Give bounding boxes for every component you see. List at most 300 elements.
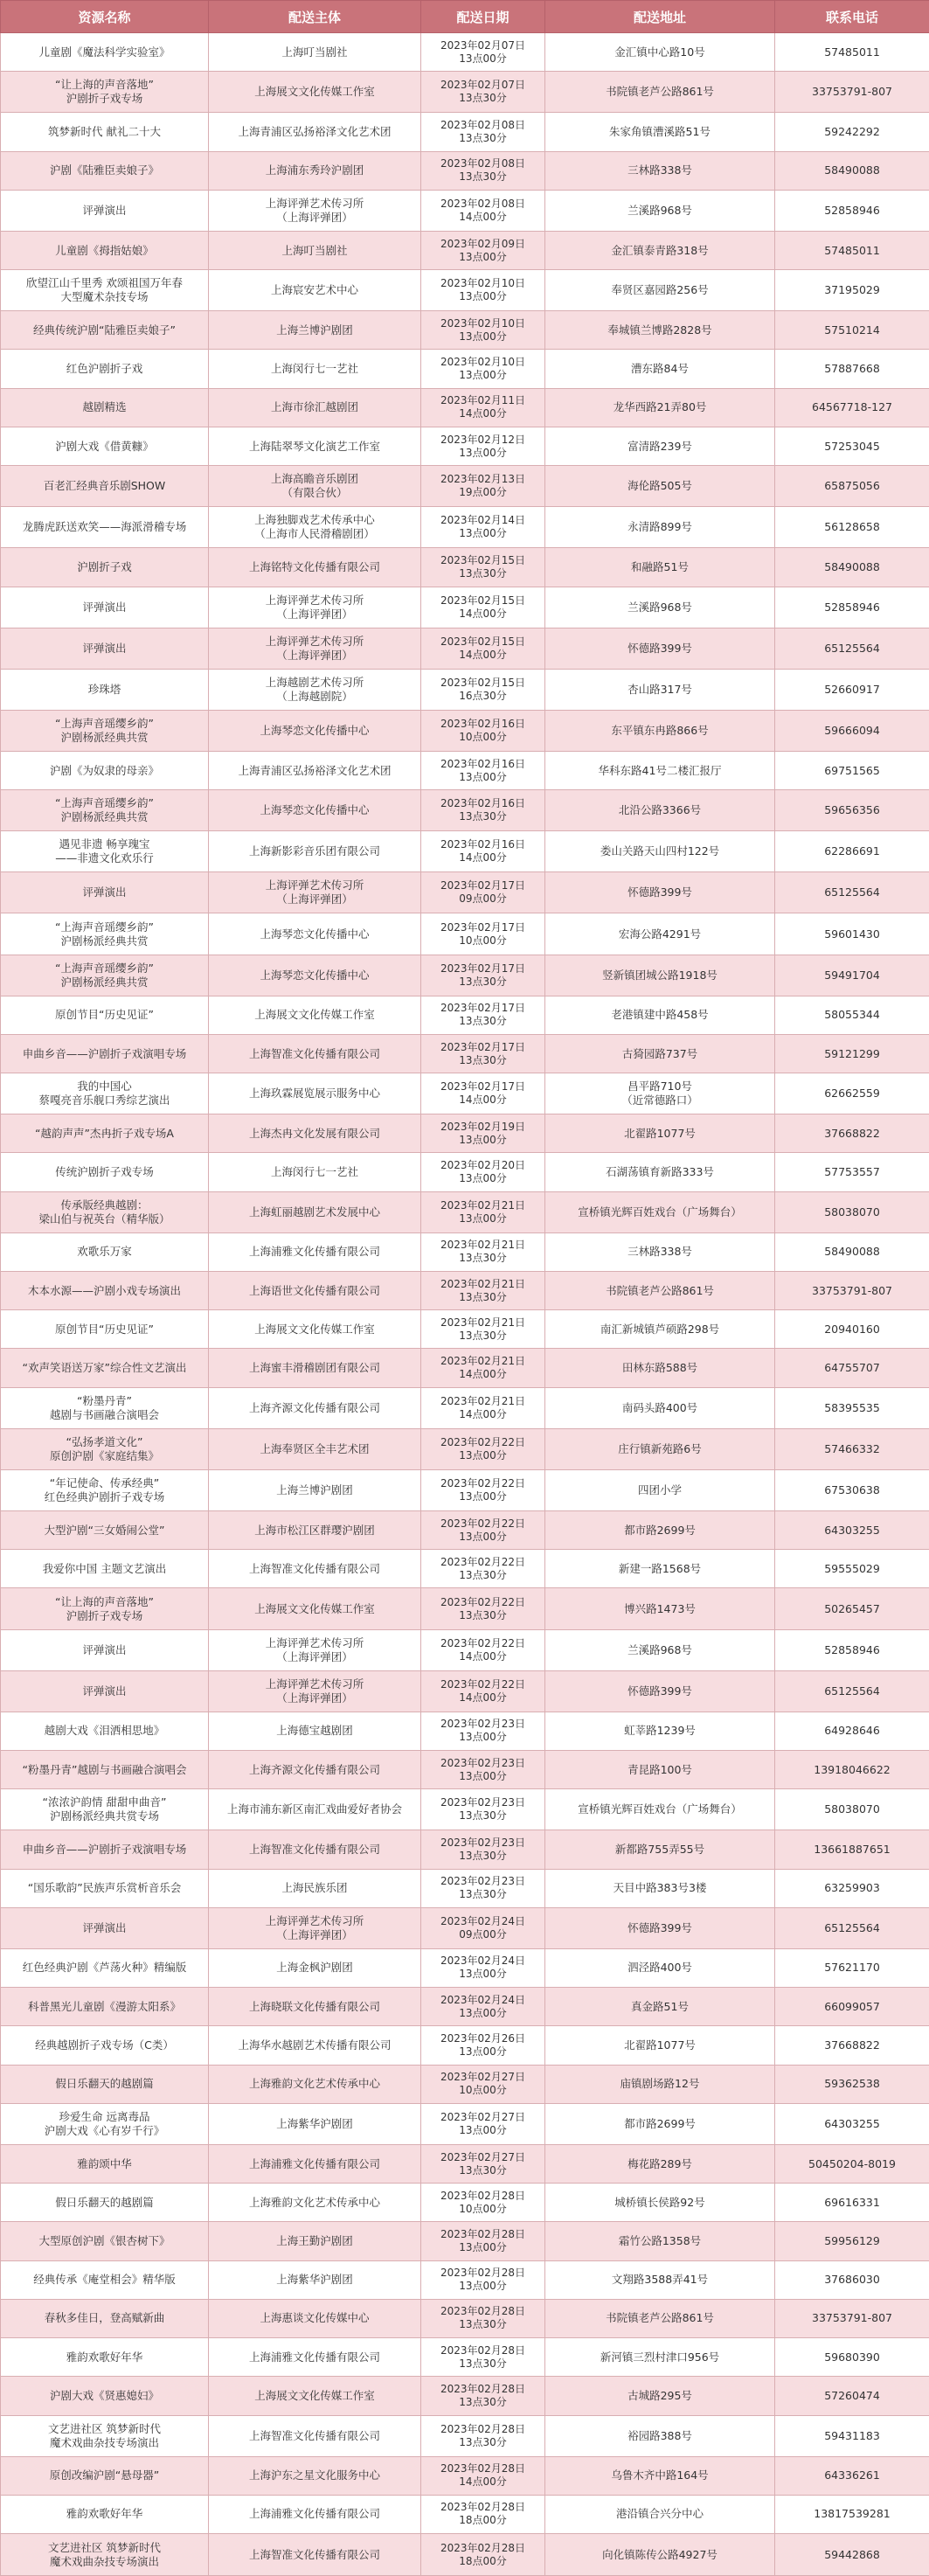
cell-phone: 37668822 <box>775 2026 929 2065</box>
cell-phone: 58490088 <box>775 548 929 587</box>
cell-address: 真金路51号 <box>545 1988 775 2026</box>
cell-address: 奉贤区嘉园路256号 <box>545 270 775 311</box>
table-row <box>1 427 929 465</box>
cell-resource-name: 经典传承《庵堂相会》精华版 <box>1 2260 209 2299</box>
cell-phone: 66099057 <box>775 1988 929 2026</box>
cell-provider: 上海杰冉文化发展有限公司 <box>209 1114 421 1153</box>
cell-provider: 上海智准文化传播有限公司 <box>209 2415 421 2456</box>
cell-phone: 33753791-807 <box>775 1272 929 1310</box>
cell-date: 2023年02月15日 14点00分 <box>421 628 545 669</box>
cell-resource-name: 评弹演出 <box>1 628 209 669</box>
cell-provider: 上海琴恋文化传播中心 <box>209 913 421 955</box>
table-row <box>1 151 929 190</box>
cell-phone: 57466332 <box>775 1428 929 1469</box>
cell-address: 金汇镇中心路10号 <box>545 33 775 72</box>
cell-address: 向化镇陈传公路4927号 <box>545 2534 775 2576</box>
cell-phone: 59362538 <box>775 2065 929 2103</box>
cell-resource-name: “让上海的声音落地” 沪剧折子戏专场 <box>1 1588 209 1629</box>
table-row <box>1 1310 929 1349</box>
table-row <box>1 872 929 913</box>
cell-resource-name: 评弹演出 <box>1 190 209 231</box>
table-row <box>1 1469 929 1510</box>
cell-phone: 58055344 <box>775 996 929 1034</box>
cell-address: 裕园路388号 <box>545 2415 775 2456</box>
cell-provider: 上海浦雅文化传播有限公司 <box>209 2338 421 2377</box>
cell-address: 老港镇建中路458号 <box>545 996 775 1034</box>
cell-phone: 13817539281 <box>775 2495 929 2533</box>
cell-resource-name: 雅韵颂中华 <box>1 2144 209 2183</box>
cell-address: 北翟路1077号 <box>545 1114 775 1153</box>
cell-phone: 62662559 <box>775 1073 929 1114</box>
cell-date: 2023年02月23日 13点00分 <box>421 1750 545 1788</box>
cell-provider: 上海德宝越剧团 <box>209 1712 421 1750</box>
cell-date: 2023年02月10日 13点00分 <box>421 311 545 350</box>
table-row <box>1 1387 929 1428</box>
table-row <box>1 1272 929 1310</box>
cell-address: 金汇镇泰青路318号 <box>545 231 775 269</box>
cell-phone: 57485011 <box>775 33 929 72</box>
cell-provider: 上海语世文化传播有限公司 <box>209 1272 421 1310</box>
cell-resource-name: 经典传统沪剧“陆雅臣卖娘子” <box>1 311 209 350</box>
cell-provider: 上海叮当剧社 <box>209 231 421 269</box>
table-row <box>1 190 929 231</box>
table-row <box>1 913 929 955</box>
header-address: 配送地址 <box>545 1 775 33</box>
cell-provider: 上海评弹艺术传习所 （上海评弹团） <box>209 1629 421 1670</box>
cell-provider: 上海兰博沪剧团 <box>209 1469 421 1510</box>
cell-resource-name: 越剧大戏《泪洒相思地》 <box>1 1712 209 1750</box>
table-row <box>1 1830 929 1869</box>
cell-phone: 58038070 <box>775 1789 929 1830</box>
cell-resource-name: 原创改编沪剧“悬母器” <box>1 2456 209 2495</box>
cell-provider: 上海独脚戏艺术传承中心 （上海市人民滑稽剧团） <box>209 507 421 548</box>
cell-resource-name: 沪剧折子戏 <box>1 548 209 587</box>
cell-address: 漕东路84号 <box>545 350 775 388</box>
cell-date: 2023年02月07日 13点00分 <box>421 33 545 72</box>
cell-address: 娄山关路天山四村122号 <box>545 831 775 872</box>
cell-provider: 上海紫华沪剧团 <box>209 2260 421 2299</box>
table-row <box>1 270 929 311</box>
table-row <box>1 72 929 113</box>
table-row <box>1 1907 929 1948</box>
cell-phone: 57260474 <box>775 2377 929 2415</box>
table-body <box>1 33 929 2576</box>
cell-provider: 上海市松江区群璎沪剧团 <box>209 1511 421 1550</box>
cell-provider: 上海琴恋文化传播中心 <box>209 710 421 751</box>
cell-date: 2023年02月27日 10点00分 <box>421 2065 545 2103</box>
cell-provider: 上海铭特文化传播有限公司 <box>209 548 421 587</box>
table-row <box>1 388 929 427</box>
cell-phone: 13918046622 <box>775 1750 929 1788</box>
cell-date: 2023年02月27日 13点30分 <box>421 2144 545 2183</box>
cell-resource-name: “上海声音瑶缨乡韵” 沪剧杨派经典共赏 <box>1 790 209 831</box>
cell-provider: 上海叮当剧社 <box>209 33 421 72</box>
cell-date: 2023年02月22日 13点30分 <box>421 1550 545 1588</box>
table-row <box>1 1948 929 1987</box>
cell-phone: 59121299 <box>775 1034 929 1073</box>
cell-provider: 上海智准文化传播有限公司 <box>209 1034 421 1073</box>
cell-address: 庙镇剧场路12号 <box>545 2065 775 2103</box>
table-row <box>1 1114 929 1153</box>
cell-resource-name: “弘扬孝道文化” 原创沪剧《家庭结集》 <box>1 1428 209 1469</box>
cell-phone: 37668822 <box>775 1114 929 1153</box>
cell-provider: 上海雅韵文化艺术传承中心 <box>209 2184 421 2222</box>
cell-phone: 64303255 <box>775 1511 929 1550</box>
cell-resource-name: 评弹演出 <box>1 587 209 628</box>
cell-provider: 上海智准文化传播有限公司 <box>209 2534 421 2576</box>
table-row <box>1 113 929 151</box>
cell-date: 2023年02月24日 13点00分 <box>421 1988 545 2026</box>
cell-resource-name: 雅韵欢歌好年华 <box>1 2338 209 2377</box>
cell-address: 海伦路505号 <box>545 466 775 507</box>
cell-resource-name: 我的中国心 蔡嘎亮音乐舰口秀综艺演出 <box>1 1073 209 1114</box>
cell-phone: 65125564 <box>775 1907 929 1948</box>
table-row <box>1 231 929 269</box>
cell-date: 2023年02月11日 14点00分 <box>421 388 545 427</box>
cell-address: 新河镇三烈村津口956号 <box>545 2338 775 2377</box>
header-provider: 配送主体 <box>209 1 421 33</box>
cell-phone: 59666094 <box>775 710 929 751</box>
cell-phone: 57253045 <box>775 427 929 465</box>
cell-date: 2023年02月21日 14点00分 <box>421 1349 545 1387</box>
table-row <box>1 996 929 1034</box>
cell-phone: 59491704 <box>775 955 929 996</box>
cell-resource-name: 原创节目“历史见证” <box>1 1310 209 1349</box>
table-row <box>1 1789 929 1830</box>
cell-address: 三林路338号 <box>545 1232 775 1271</box>
cell-date: 2023年02月28日 14点00分 <box>421 2456 545 2495</box>
cell-address: 朱家角镇漕溪路51号 <box>545 113 775 151</box>
table-row <box>1 2456 929 2495</box>
cell-date: 2023年02月27日 13点00分 <box>421 2103 545 2144</box>
cell-address: 文翔路3588弄41号 <box>545 2260 775 2299</box>
cell-resource-name: 木本水源——沪剧小戏专场演出 <box>1 1272 209 1310</box>
cell-phone: 59956129 <box>775 2222 929 2260</box>
cell-provider: 上海浦雅文化传播有限公司 <box>209 1232 421 1271</box>
cell-resource-name: 假日乐翻天的越剧篇 <box>1 2184 209 2222</box>
cell-date: 2023年02月16日 13点30分 <box>421 790 545 831</box>
table-row <box>1 1629 929 1670</box>
cell-phone: 52858946 <box>775 587 929 628</box>
table-row <box>1 751 929 789</box>
header-row <box>1 1 929 33</box>
cell-address: 龙华西路21弄80号 <box>545 388 775 427</box>
table-row <box>1 2299 929 2337</box>
cell-resource-name: 我爱你中国 主题文艺演出 <box>1 1550 209 1588</box>
cell-phone: 63259903 <box>775 1869 929 1907</box>
table-row <box>1 2338 929 2377</box>
cell-provider: 上海雅韵文化艺术传承中心 <box>209 2065 421 2103</box>
cell-provider: 上海沪东之星文化服务中心 <box>209 2456 421 2495</box>
table-row <box>1 669 929 710</box>
table-row <box>1 955 929 996</box>
cell-provider: 上海评弹艺术传习所 （上海评弹团） <box>209 628 421 669</box>
cell-address: 昌平路710号 （近常德路口） <box>545 1073 775 1114</box>
cell-date: 2023年02月28日 18点00分 <box>421 2534 545 2576</box>
cell-address: 乌鲁木齐中路164号 <box>545 2456 775 2495</box>
cell-date: 2023年02月07日 13点30分 <box>421 72 545 113</box>
cell-address: 怀德路399号 <box>545 628 775 669</box>
cell-date: 2023年02月10日 13点00分 <box>421 350 545 388</box>
cell-resource-name: 百老汇经典音乐剧SHOW <box>1 466 209 507</box>
cell-date: 2023年02月21日 13点30分 <box>421 1310 545 1349</box>
cell-address: 博兴路1473号 <box>545 1588 775 1629</box>
cell-address: 宏海公路4291号 <box>545 913 775 955</box>
cell-provider: 上海齐源文化传播有限公司 <box>209 1387 421 1428</box>
cell-resource-name: 沪剧《陆雅臣卖娘子》 <box>1 151 209 190</box>
table-row <box>1 1034 929 1073</box>
cell-resource-name: 珍珠塔 <box>1 669 209 710</box>
cell-address: 书院镇老芦公路861号 <box>545 1272 775 1310</box>
cell-address: 青昆路100号 <box>545 1750 775 1788</box>
cell-resource-name: 传承版经典越剧： 梁山伯与祝英台（精华版） <box>1 1191 209 1232</box>
cell-resource-name: 原创节目“历史见证” <box>1 996 209 1034</box>
table-row <box>1 1588 929 1629</box>
cell-resource-name: 评弹演出 <box>1 1907 209 1948</box>
cell-date: 2023年02月22日 14点00分 <box>421 1670 545 1712</box>
cell-resource-name: 沪剧大戏《贤惠媳妇》 <box>1 2377 209 2415</box>
table-row <box>1 507 929 548</box>
cell-phone: 59442868 <box>775 2534 929 2576</box>
cell-phone: 59680390 <box>775 2338 929 2377</box>
cell-provider: 上海闵行七一艺社 <box>209 1153 421 1191</box>
cell-date: 2023年02月22日 14点00分 <box>421 1629 545 1670</box>
cell-date: 2023年02月28日 13点00分 <box>421 2260 545 2299</box>
cell-provider: 上海琴恋文化传播中心 <box>209 790 421 831</box>
table-row <box>1 831 929 872</box>
cell-provider: 上海智准文化传播有限公司 <box>209 1550 421 1588</box>
cell-date: 2023年02月17日 13点30分 <box>421 955 545 996</box>
cell-date: 2023年02月21日 13点30分 <box>421 1232 545 1271</box>
cell-provider: 上海浦雅文化传播有限公司 <box>209 2495 421 2533</box>
cell-phone: 58395535 <box>775 1387 929 1428</box>
cell-phone: 58490088 <box>775 151 929 190</box>
cell-phone: 13661887651 <box>775 1830 929 1869</box>
table-row <box>1 1712 929 1750</box>
cell-date: 2023年02月15日 16点30分 <box>421 669 545 710</box>
table-row <box>1 1073 929 1114</box>
cell-address: 宣桥镇光辉百姓戏台（广场舞台） <box>545 1191 775 1232</box>
cell-phone: 33753791-807 <box>775 72 929 113</box>
table-row <box>1 2415 929 2456</box>
cell-resource-name: “年记使命、传承经典” 红色经典沪剧折子戏专场 <box>1 1469 209 1510</box>
table-row <box>1 33 929 72</box>
cell-provider: 上海虹丽越剧艺术发展中心 <box>209 1191 421 1232</box>
table-row <box>1 1670 929 1712</box>
cell-phone: 59656356 <box>775 790 929 831</box>
cell-resource-name: 大型沪剧“三女婚闹公堂” <box>1 1511 209 1550</box>
cell-date: 2023年02月22日 13点00分 <box>421 1428 545 1469</box>
table-row <box>1 628 929 669</box>
cell-phone: 64755707 <box>775 1349 929 1387</box>
table-row <box>1 1153 929 1191</box>
cell-date: 2023年02月08日 14点00分 <box>421 190 545 231</box>
cell-address: 杏山路317号 <box>545 669 775 710</box>
cell-provider: 上海琴恋文化传播中心 <box>209 955 421 996</box>
cell-address: 华科东路41号二楼汇报厅 <box>545 751 775 789</box>
cell-address: 怀德路399号 <box>545 872 775 913</box>
cell-address: 霜竹公路1358号 <box>545 2222 775 2260</box>
cell-date: 2023年02月15日 14点00分 <box>421 587 545 628</box>
table-row <box>1 1550 929 1588</box>
cell-resource-name: 儿童剧《魔法科学实验室》 <box>1 33 209 72</box>
cell-date: 2023年02月20日 13点00分 <box>421 1153 545 1191</box>
cell-provider: 上海兰博沪剧团 <box>209 311 421 350</box>
cell-resource-name: “上海声音瑶缨乡韵” 沪剧杨派经典共赏 <box>1 710 209 751</box>
cell-provider: 上海民族乐团 <box>209 1869 421 1907</box>
cell-provider: 上海展文文化传媒工作室 <box>209 1588 421 1629</box>
cell-phone: 59601430 <box>775 913 929 955</box>
cell-date: 2023年02月09日 13点00分 <box>421 231 545 269</box>
cell-address: 北翟路1077号 <box>545 2026 775 2065</box>
cell-phone: 69751565 <box>775 751 929 789</box>
cell-resource-name: 欢歌乐万家 <box>1 1232 209 1271</box>
cell-address: 宣桥镇光辉百姓戏台（广场舞台） <box>545 1789 775 1830</box>
cell-date: 2023年02月08日 13点30分 <box>421 113 545 151</box>
cell-provider: 上海王勤沪剧团 <box>209 2222 421 2260</box>
cell-provider: 上海齐源文化传播有限公司 <box>209 1750 421 1788</box>
cell-date: 2023年02月28日 18点00分 <box>421 2495 545 2533</box>
cell-date: 2023年02月17日 10点00分 <box>421 913 545 955</box>
cell-provider: 上海紫华沪剧团 <box>209 2103 421 2144</box>
cell-provider: 上海评弹艺术传习所 （上海评弹团） <box>209 1670 421 1712</box>
cell-phone: 57510214 <box>775 311 929 350</box>
cell-date: 2023年02月28日 13点30分 <box>421 2338 545 2377</box>
cell-date: 2023年02月15日 13点30分 <box>421 548 545 587</box>
cell-phone: 52858946 <box>775 1629 929 1670</box>
cell-date: 2023年02月26日 13点00分 <box>421 2026 545 2065</box>
cell-address: 泗泾路400号 <box>545 1948 775 1987</box>
cell-resource-name: “上海声音瑶缨乡韵” 沪剧杨派经典共赏 <box>1 913 209 955</box>
cell-date: 2023年02月28日 13点00分 <box>421 2222 545 2260</box>
table-row <box>1 350 929 388</box>
cell-address: 兰溪路968号 <box>545 587 775 628</box>
cell-address: 永清路899号 <box>545 507 775 548</box>
cell-provider: 上海越剧艺术传习所 （上海越剧院） <box>209 669 421 710</box>
table-row <box>1 2377 929 2415</box>
table-row <box>1 466 929 507</box>
cell-resource-name: 科普黑光儿童剧《漫游太阳系》 <box>1 1988 209 2026</box>
cell-phone: 57485011 <box>775 231 929 269</box>
table-row <box>1 2184 929 2222</box>
cell-phone: 59242292 <box>775 113 929 151</box>
cell-provider: 上海陆翠琴文化演艺工作室 <box>209 427 421 465</box>
cell-provider: 上海青浦区弘扬裕泽文化艺术团 <box>209 113 421 151</box>
header-date: 配送日期 <box>421 1 545 33</box>
cell-resource-name: 遇见非遗 畅享瑰宝 ——非遗文化欢乐行 <box>1 831 209 872</box>
cell-phone: 65125564 <box>775 872 929 913</box>
cell-provider: 上海华水越剧艺术传播有限公司 <box>209 2026 421 2065</box>
cell-phone: 57621170 <box>775 1948 929 1987</box>
cell-phone: 37195029 <box>775 270 929 311</box>
cell-date: 2023年02月17日 13点30分 <box>421 1034 545 1073</box>
cell-date: 2023年02月13日 19点00分 <box>421 466 545 507</box>
cell-address: 怀德路399号 <box>545 1907 775 1948</box>
cell-date: 2023年02月19日 13点00分 <box>421 1114 545 1153</box>
cell-provider: 上海展文文化传媒工作室 <box>209 2377 421 2415</box>
cell-resource-name: “粉墨丹青” 越剧与书画融合演唱会 <box>1 1387 209 1428</box>
cell-address: 石湖荡镇育新路333号 <box>545 1153 775 1191</box>
cell-address: 书院镇老芦公路861号 <box>545 72 775 113</box>
cell-provider: 上海市徐汇越剧团 <box>209 388 421 427</box>
table-row <box>1 2144 929 2183</box>
cell-address: 兰溪路968号 <box>545 1629 775 1670</box>
cell-phone: 64336261 <box>775 2456 929 2495</box>
cell-date: 2023年02月22日 13点00分 <box>421 1511 545 1550</box>
cell-resource-name: 经典越剧折子戏专场（C类） <box>1 2026 209 2065</box>
cell-resource-name: “欢声笑语送万家”综合性文艺演出 <box>1 1349 209 1387</box>
table-row <box>1 2103 929 2144</box>
cell-date: 2023年02月10日 13点00分 <box>421 270 545 311</box>
cell-provider: 上海青浦区弘扬裕泽文化艺术团 <box>209 751 421 789</box>
cell-date: 2023年02月28日 13点30分 <box>421 2415 545 2456</box>
cell-phone: 20940160 <box>775 1310 929 1349</box>
cell-resource-name: 文艺进社区 筑梦新时代 魔术戏曲杂技专场演出 <box>1 2415 209 2456</box>
cell-address: 南汇新城镇芦硕路298号 <box>545 1310 775 1349</box>
table-row <box>1 587 929 628</box>
cell-address: 虹莘路1239号 <box>545 1712 775 1750</box>
cell-provider: 上海评弹艺术传习所 （上海评弹团） <box>209 1907 421 1948</box>
cell-resource-name: 儿童剧《拇指姑娘》 <box>1 231 209 269</box>
cell-resource-name: “让上海的声音落地” 沪剧折子戏专场 <box>1 72 209 113</box>
cell-date: 2023年02月24日 09点00分 <box>421 1907 545 1948</box>
cell-address: 富清路239号 <box>545 427 775 465</box>
cell-address: 天目中路383号3楼 <box>545 1869 775 1907</box>
cell-address: 新建一路1568号 <box>545 1550 775 1588</box>
cell-phone: 64567718-127 <box>775 388 929 427</box>
cell-phone: 65875056 <box>775 466 929 507</box>
cell-date: 2023年02月17日 13点30分 <box>421 996 545 1034</box>
table-row <box>1 2534 929 2576</box>
cell-address: 书院镇老芦公路861号 <box>545 2299 775 2337</box>
cell-provider: 上海闵行七一艺社 <box>209 350 421 388</box>
cell-provider: 上海浦东秀玲沪剧团 <box>209 151 421 190</box>
cell-provider: 上海晓联文化传播有限公司 <box>209 1988 421 2026</box>
cell-provider: 上海智准文化传播有限公司 <box>209 1830 421 1869</box>
cell-date: 2023年02月22日 13点00分 <box>421 1469 545 1510</box>
cell-address: 城桥镇长侯路92号 <box>545 2184 775 2222</box>
table-row <box>1 1349 929 1387</box>
cell-phone: 57753557 <box>775 1153 929 1191</box>
cell-resource-name: 假日乐翻天的越剧篇 <box>1 2065 209 2103</box>
cell-address: 怀德路399号 <box>545 1670 775 1712</box>
cell-resource-name: 雅韵欢歌好年华 <box>1 2495 209 2533</box>
cell-address: 南码头路400号 <box>545 1387 775 1428</box>
table-row <box>1 790 929 831</box>
cell-address: 港沿镇合兴分中心 <box>545 2495 775 2533</box>
cell-resource-name: “粉墨丹青”越剧与书画融合演唱会 <box>1 1750 209 1788</box>
cell-provider: 上海评弹艺术传习所 （上海评弹团） <box>209 587 421 628</box>
cell-resource-name: “上海声音瑶缨乡韵” 沪剧杨派经典共赏 <box>1 955 209 996</box>
cell-resource-name: 红色沪剧折子戏 <box>1 350 209 388</box>
cell-date: 2023年02月08日 13点30分 <box>421 151 545 190</box>
cell-resource-name: 筑梦新时代 献礼二十大 <box>1 113 209 151</box>
cell-date: 2023年02月28日 13点30分 <box>421 2299 545 2337</box>
cell-phone: 64303255 <box>775 2103 929 2144</box>
cell-date: 2023年02月17日 09点00分 <box>421 872 545 913</box>
cell-provider: 上海评弹艺术传习所 （上海评弹团） <box>209 872 421 913</box>
cell-phone: 64928646 <box>775 1712 929 1750</box>
cell-phone: 59555029 <box>775 1550 929 1588</box>
table-row <box>1 2222 929 2260</box>
cell-phone: 62286691 <box>775 831 929 872</box>
cell-resource-name: 沪剧大戏《借黄糠》 <box>1 427 209 465</box>
cell-phone: 65125564 <box>775 628 929 669</box>
cell-resource-name: 评弹演出 <box>1 872 209 913</box>
cell-resource-name: “浓浓沪韵情 甜甜申曲音” 沪剧杨派经典共赏专场 <box>1 1789 209 1830</box>
cell-address: 四团小学 <box>545 1469 775 1510</box>
cell-provider: 上海展文文化传媒工作室 <box>209 1310 421 1349</box>
